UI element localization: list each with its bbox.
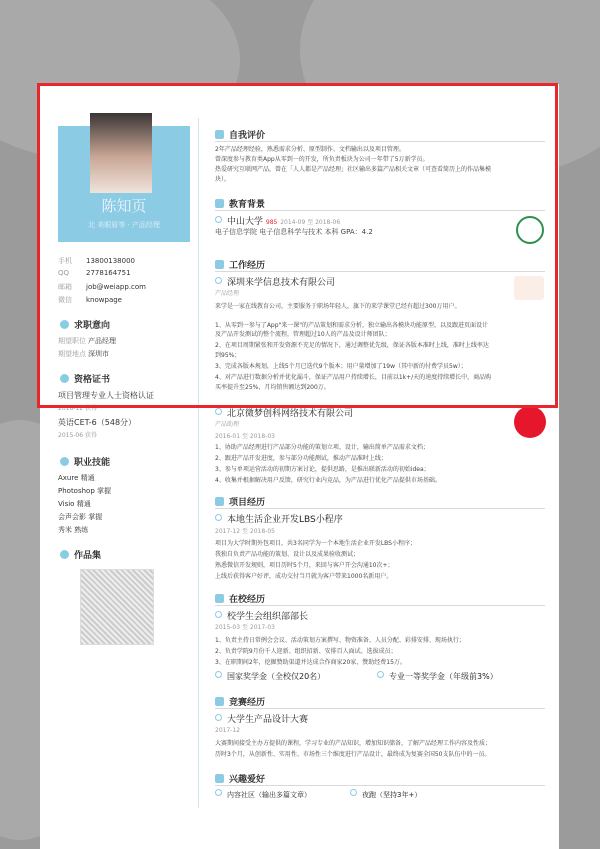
contact-row: 微信 knowpage — [58, 296, 122, 304]
section-heading-self: 自我评价 — [215, 128, 265, 141]
project-icon — [215, 497, 224, 506]
section-heading-project: 项目经历 — [215, 495, 265, 508]
award-item: 国家奖学金（全校仅20名） — [215, 671, 325, 682]
contact-row: 手机 13800138000 — [58, 257, 135, 265]
company-logo — [514, 276, 544, 300]
campus-line: 1、负责主持日常例会会议、活动策划方案撰写、物资准备、人员分配、彩排安排、现场执行； — [215, 637, 465, 644]
section-heading-campus: 在校经历 — [215, 592, 265, 605]
job-line: 3、完成各版本规划，上线5个月已迭代9个版本；用户量增加了19w（其中新的付费学员5w）； — [215, 363, 467, 370]
project-line: 上线后获得客户好评，成功交付当月就为客户带来1000名新用户。 — [215, 573, 393, 580]
job-line: 2、在项目周期紧张和开发资源不充足的情况下，通过调整优先级，保证各版本准时上线，准时上线率达 — [215, 342, 489, 349]
job-line: 3、参与单项运营活动的初期方案讨论，提供思路，是推出联新活动的初始idea； — [215, 466, 430, 473]
portfolio-icon — [60, 550, 69, 559]
graduation-icon — [215, 199, 224, 208]
job-line: 1、协助产品经理进行产品部分功能的策划立项、设计，输出简单产品需求文档； — [215, 444, 429, 451]
skill-item: 会声会影 掌握 — [58, 513, 103, 521]
edu-detail: 电子信息学院 电子信息科学与技术 本科 GPA：4.2 — [215, 228, 373, 236]
contest-name: 大学生产品设计大赛 — [215, 712, 308, 725]
contest-date: 2017-12 — [215, 727, 241, 734]
divider — [198, 118, 199, 808]
divider — [215, 605, 545, 606]
person-icon — [215, 130, 224, 139]
contest-line: 历时3个月，从创新性、实用性、市场性三个维度进行产品设计，最终成为复赛全国50支队伍中的一员。 — [215, 751, 491, 758]
campus-line: 2、负责学院9月份千人迎新、组织招新、安排百人面试、选拔成员； — [215, 648, 397, 655]
job-date: 2016-01 至 2018-03 — [215, 433, 275, 440]
job-line: 2、跟进产品开发进度，参与部分功能测试，推动产品准时上线； — [215, 455, 387, 462]
divider — [215, 708, 545, 709]
project-date: 2017-12 至 2018-05 — [215, 528, 275, 535]
job-role: 产品助理 — [215, 421, 240, 428]
project-line: 项目为大学时期外包项目，共3名同学为一个本地生活企业开发LBS小程序； — [215, 540, 416, 547]
self-text: 块）。 — [215, 176, 231, 183]
project-name: 本地生活企业开发LBS小程序 — [215, 512, 343, 525]
cert-date: 2015-06 获得 — [58, 432, 97, 439]
certificate-icon — [60, 374, 69, 383]
section-heading-intent: 求职意向 — [60, 318, 110, 331]
job-line: 到95%； — [215, 352, 241, 359]
intent-row: 期望职位 产品经理 — [58, 337, 116, 345]
section-heading-edu: 教育背景 — [215, 197, 265, 210]
divider — [215, 785, 545, 786]
job-title: 北 美眼眉等 · 产品经理 — [88, 221, 160, 229]
school-icon — [215, 594, 224, 603]
hobby-item: 内容社区（输出多篇文章） — [215, 789, 311, 800]
skill-item: Visio 精通 — [58, 500, 91, 508]
divider — [215, 210, 545, 211]
award-item: 专业一等奖学金（年级前3%） — [377, 671, 498, 682]
divider — [215, 141, 545, 142]
company-name: 深圳来学信息技术有限公司 — [215, 275, 335, 288]
briefcase-icon — [215, 260, 224, 269]
skill-icon — [60, 457, 69, 466]
job-line: 4、对产品进行数据分析并优化漏斗，保证产品用户持续增长，目前以1k+/天的速度持续增长中，商品购 — [215, 374, 492, 381]
target-icon — [60, 320, 69, 329]
cert-name: 项目管理专业人士资格认证 — [58, 391, 154, 400]
self-text: 曾深度参与教育类App从零到一的开发，所负责板块为公司一年带了5万新学员。 — [215, 156, 429, 163]
avatar — [90, 113, 152, 193]
job-role: 产品经理 — [215, 290, 240, 297]
job-line: 1、从零到一参与了App"来一课"的产品策划和需求分析，独立输出各模块功能原型，以及跟进页面设计 — [215, 322, 489, 329]
campus-line: 3、在职期间2年，挖掘赞助渠道并达成合作商家20家，赞助经费15万。 — [215, 659, 406, 666]
trophy-icon — [215, 697, 224, 706]
project-line: 我独自负责产品功能的策划、设计以及成果验收测试； — [215, 551, 360, 558]
skill-item: Axure 精通 — [58, 474, 95, 482]
heart-icon — [215, 774, 224, 783]
company-name: 北京微梦创科网络技术有限公司 — [215, 406, 353, 419]
divider — [215, 508, 545, 509]
edu-school: 中山大学 985 2014-09 至 2018-06 — [215, 214, 340, 227]
job-line: 来学是一家在线教育公司，主要服务于职场年轻人，旗下的来学课堂已经有超过300万用户。 — [215, 303, 461, 310]
contact-row: 邮箱 job@weiapp.com — [58, 283, 146, 291]
section-heading-hobby: 兴趣爱好 — [215, 772, 265, 785]
contact-row: QQ 2778164751 — [58, 269, 131, 277]
person-name: 陈知页 — [101, 197, 147, 215]
skill-item: 秀米 熟练 — [58, 526, 89, 534]
divider — [215, 271, 545, 272]
section-heading-contest: 竞赛经历 — [215, 695, 265, 708]
job-line: 买率提升至25%，月均销售额达到200万。 — [215, 384, 330, 391]
weibo-logo — [514, 406, 546, 438]
section-heading-certs: 资格证书 — [60, 372, 110, 385]
section-heading-works: 作品集 — [60, 548, 101, 561]
cert-date: 2016-12 获得 — [58, 405, 97, 412]
self-text: 2年产品经理经验，熟悉需求分析、原型制作、文档输出以及项目管理。 — [215, 146, 405, 153]
job-line: 及产品开发测试的整个流程，管理超过10人的产品及设计师团队； — [215, 331, 391, 338]
campus-date: 2015-03 至 2017-03 — [215, 624, 275, 631]
cert-name: 英语CET-6（548分） — [58, 418, 137, 427]
job-line: 4、收集并根据解决用户反馈，研究行业内竞品，为产品进行优化产品提供市场基础。 — [215, 477, 441, 484]
qr-code[interactable] — [80, 569, 154, 645]
school-logo — [516, 216, 544, 244]
self-text: 热爱研究互联网产品，曾在「人人都是产品经理」社区输出多篇产品相关文章（可查看简历上的作品集模 — [215, 166, 492, 173]
hobby-item: 夜跑（坚持3年+） — [350, 789, 421, 800]
section-heading-skills: 职业技能 — [60, 455, 110, 468]
contest-line: 大赛期间接受主办方提供的课程，学习专业的产品知识，增加知识储备，了解产品经理工作内容及性质； — [215, 740, 492, 747]
campus-role: 校学生会组织部部长 — [215, 609, 308, 622]
project-line: 熟悉微信开发规则，项目历时5个月，来回与客户开会沟通10次+； — [215, 562, 394, 569]
skill-item: Photoshop 掌握 — [58, 487, 112, 495]
section-heading-work: 工作经历 — [215, 258, 265, 271]
intent-row: 期望地点 深圳市 — [58, 350, 109, 358]
